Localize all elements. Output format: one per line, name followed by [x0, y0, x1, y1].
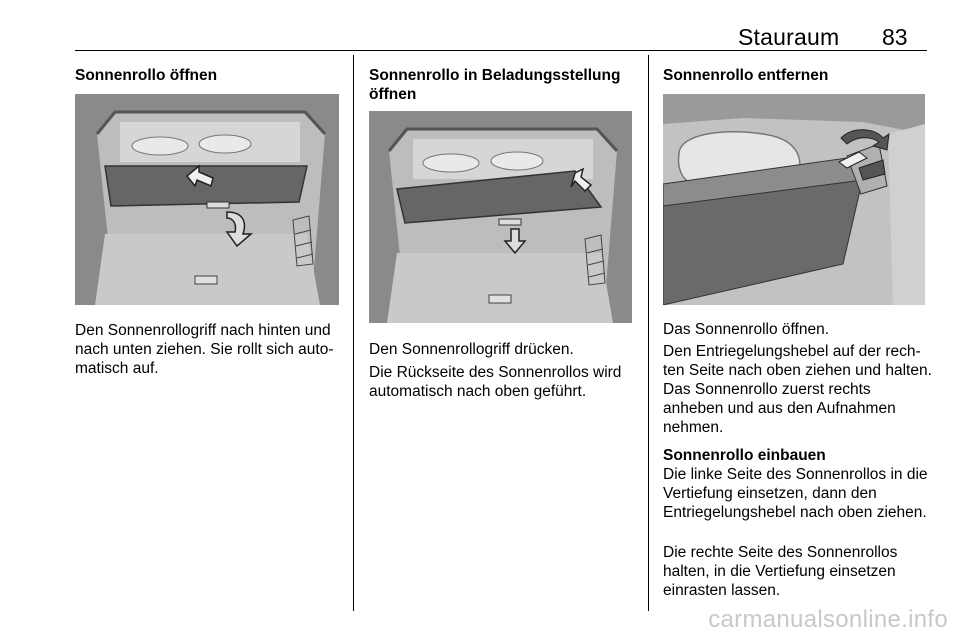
- column-1-paragraph: Den Sonnenrollogriff nach hinten und nach unten ziehen. Sie rollt sich automatisch auf.: [75, 322, 334, 377]
- column-3-paragraph-2: Den Entriegelungshebel auf der rechten Seite nach oben ziehen und halten. Das Sonnenrollo zuerst rechts anheben und aus den Aufnahmen nehmen.: [663, 343, 932, 436]
- column-3-sub-paragraph-2: Die rechte Seite des Sonnenrollos halten, in die Vertiefung einsetzen einrasten lassen.: [663, 544, 898, 599]
- figure-sunshade-remove: [663, 94, 925, 305]
- column-2-paragraph-2: Die Rückseite des Sonnenrollos wird automatisch nach oben geführt.: [369, 364, 622, 400]
- column-3-sub-paragraph-1: Die linke Seite des Sonnenrollos in die Vertiefung einsetzen, dann den Entriegelungshebel nach oben ziehen.: [663, 466, 928, 521]
- column-3-subheading: Sonnenrollo einbauen: [663, 447, 826, 464]
- column-2-heading: Sonnenrollo in Beladungsstellung öffnen: [369, 67, 621, 103]
- figure-sunshade-open: [75, 94, 339, 305]
- page-section-title: Stauraum: [738, 24, 840, 50]
- figure-sunshade-loading-position: [369, 111, 632, 323]
- column-divider-1: [353, 55, 354, 611]
- column-3-paragraph-1: Das Sonnenrollo öffnen.: [663, 321, 830, 338]
- column-2-paragraph-1: Den Sonnenrollogriff drücken.: [369, 341, 574, 358]
- watermark: carmanualsonline.info: [708, 606, 948, 633]
- header-rule: [75, 50, 927, 51]
- column-divider-2: [648, 55, 649, 611]
- page-number: 83: [882, 24, 908, 50]
- column-1-heading: Sonnenrollo öffnen: [75, 67, 218, 84]
- column-3-heading: Sonnenrollo entfernen: [663, 67, 829, 84]
